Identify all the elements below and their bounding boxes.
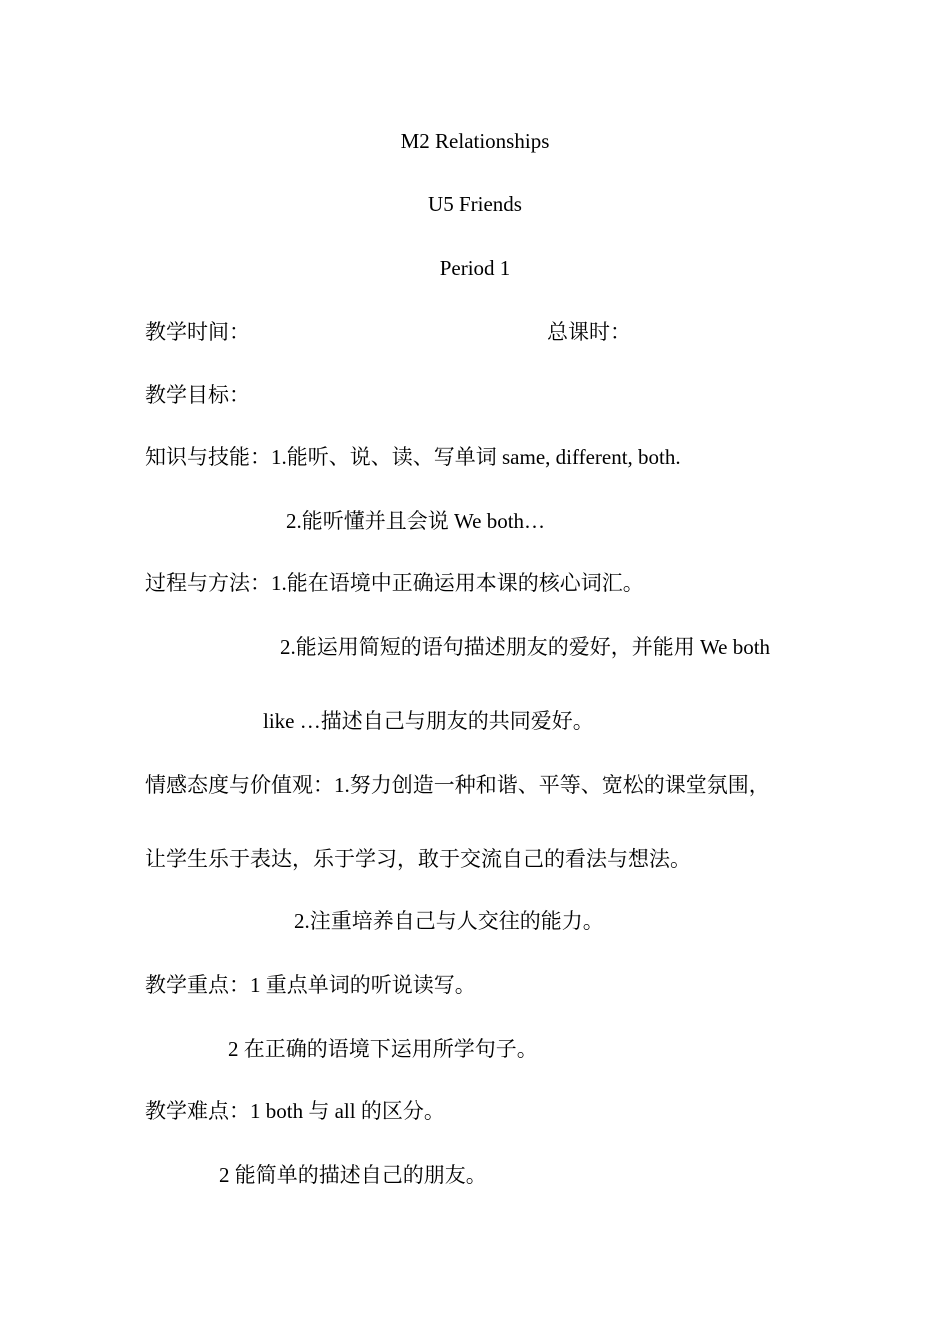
knowledge-skills-label: 知识与技能： bbox=[145, 445, 271, 469]
process-methods-label: 过程与方法： bbox=[145, 571, 271, 595]
period-title: Period 1 bbox=[439, 256, 511, 280]
difficulties-label: 教学难点： bbox=[145, 1099, 250, 1123]
objectives-heading: 教学目标： bbox=[145, 383, 250, 407]
key-points-item-2: 2 在正确的语境下运用所学句子。 bbox=[228, 1037, 538, 1061]
total-periods-label: 总课时： bbox=[547, 320, 631, 344]
teaching-time-label: 教学时间： bbox=[145, 320, 250, 344]
emotion-values-row bbox=[145, 771, 770, 799]
knowledge-skills-item-1: 1.能听、说、读、写单词 same, different, both. bbox=[271, 445, 681, 469]
process-methods-item-1: 1.能在语境中正确运用本课的核心词汇。 bbox=[271, 571, 644, 595]
unit-title: U5 Friends bbox=[428, 192, 522, 216]
knowledge-skills-row bbox=[145, 443, 681, 471]
emotion-values-label: 情感态度与价值观： bbox=[145, 773, 334, 797]
process-methods-item-2b: like …描述自己与朋友的共同爱好。 bbox=[263, 709, 594, 733]
difficulties-item-1: 1 both 与 all 的区分。 bbox=[250, 1099, 445, 1123]
process-methods-row bbox=[145, 569, 644, 597]
module-title: M2 Relationships bbox=[400, 129, 550, 153]
emotion-values-item-1b: 让学生乐于表达，乐于学习，敢于交流自己的看法与想法。 bbox=[145, 847, 691, 871]
difficulties-row bbox=[145, 1097, 445, 1125]
key-points-label: 教学重点： bbox=[145, 973, 250, 997]
emotion-values-item-2: 2.注重培养自己与人交往的能力。 bbox=[294, 909, 604, 933]
difficulties-item-2: 2 能简单的描述自己的朋友。 bbox=[219, 1163, 487, 1187]
emotion-values-item-1a: 1.努力创造一种和谐、平等、宽松的课堂氛围， bbox=[334, 773, 770, 797]
process-methods-item-2a: 2.能运用简短的语句描述朋友的爱好，并能用 We both bbox=[280, 635, 771, 659]
key-points-row bbox=[145, 971, 476, 999]
knowledge-skills-item-2: 2.能听懂并且会说 We both… bbox=[286, 509, 546, 533]
key-points-item-1: 1 重点单词的听说读写。 bbox=[250, 973, 476, 997]
